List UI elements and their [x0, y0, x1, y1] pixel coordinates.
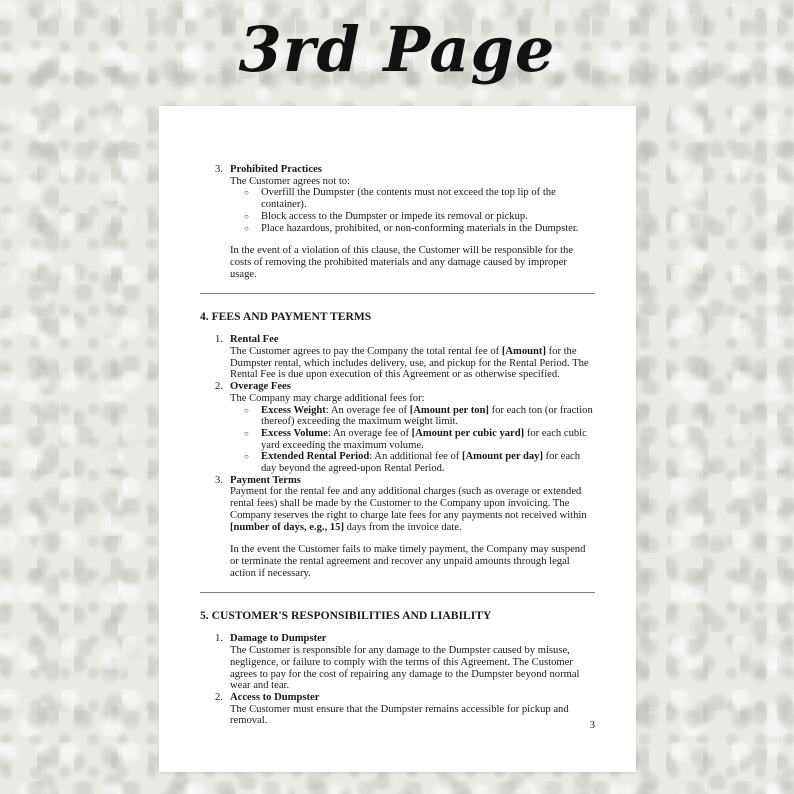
late-payment-note: In the event the Customer fails to make timely payment, the Company may suspend or terminate the rental agreement and recover any unpaid amounts through legal action if necessary.: [230, 544, 586, 579]
section-divider: [200, 592, 595, 593]
list-item-overage-fees: [200, 381, 595, 475]
item-text: The Customer must ensure that the Dumpster remains accessible for pickup and removal.: [230, 703, 569, 727]
item-title: Overage Fees: [230, 381, 291, 393]
section-heading: 5. CUSTOMER'S RESPONSIBILITIES AND LIABILITY: [200, 609, 492, 623]
item-number: 3.: [215, 164, 223, 175]
bullet-label: Excess Volume: [261, 427, 328, 439]
violation-note: In the event of a violation of this clause, the Customer will be responsible for the costs of removing the prohibited materials and any damage caused by improper usage.: [230, 245, 574, 280]
document-page: [159, 106, 636, 772]
bullet-text: : An overage fee of: [325, 404, 410, 416]
banner-title: 3rd Page: [238, 13, 556, 86]
list-item-payment-terms: [200, 475, 595, 534]
hollow-bullet-icon: ○: [244, 188, 249, 198]
placeholder-days: [number of days, e.g., 15]: [230, 521, 344, 533]
hollow-bullet-icon: ○: [244, 428, 249, 438]
placeholder-amount: [Amount per ton]: [409, 404, 489, 416]
list-item-rental-fee: [200, 334, 595, 381]
item-number: 1.: [215, 334, 223, 346]
item-text: The Customer is responsible for any damage to the Dumpster caused by misuse, negligence, or failure to comply with the terms of this Agreement. The Customer agrees to pay for the cost of repairing any damage to the Dumpster beyond normal wear and tear.: [230, 645, 580, 692]
item-title: Access to Dumpster: [230, 691, 320, 703]
bullet-label: Excess Weight: [261, 404, 326, 416]
item-title: Rental Fee: [230, 334, 279, 346]
item-text: Payment for the rental fee and any additional charges (such as overage or extended rental fees) shall be made by the Customer to the Company upon invoicing. The Company reserves the right to charge late fees for any payments not received within: [230, 486, 587, 521]
bullet-text: for each ton (or fraction thereof) exceeding the maximum weight limit.: [261, 404, 593, 428]
bullet-item: [230, 187, 595, 210]
item-number: 1.: [215, 633, 223, 645]
bullet-text: Overfill the Dumpster (the contents must not exceed the top lip of the container).: [261, 187, 556, 211]
item-intro: The Company may charge additional fees for:: [230, 392, 425, 404]
bullet-item: [230, 428, 595, 451]
bullet-text: : An overage fee of: [327, 427, 412, 439]
item-title: Payment Terms: [230, 474, 301, 486]
item-text: The Customer agrees to pay the Company the total rental fee of: [230, 346, 502, 358]
page-number: 3: [589, 720, 595, 731]
item-title: Damage to Dumpster: [230, 633, 327, 645]
item-title: Prohibited Practices: [230, 164, 322, 175]
bullet-label: Extended Rental Period: [261, 451, 370, 463]
section-heading: 4. FEES AND PAYMENT TERMS: [200, 310, 372, 324]
placeholder-amount: [Amount per cubic yard]: [411, 427, 525, 439]
bullet-text: Place hazardous, prohibited, or non-conforming materials in the Dumpster.: [261, 222, 579, 234]
bullet-text: for each day beyond the agreed-upon Rental Period.: [261, 451, 581, 475]
list-item-prohibited-practices: [200, 164, 595, 234]
bullet-text: Block access to the Dumpster or impede its removal or pickup.: [261, 210, 528, 222]
placeholder-amount: [Amount per day]: [461, 451, 543, 463]
hollow-bullet-icon: ○: [244, 452, 249, 462]
item-intro: The Customer agrees not to:: [230, 175, 351, 187]
bullet-text: : An additional fee of: [369, 451, 462, 463]
document-body: [200, 164, 595, 727]
list-item-access-to-dumpster: [200, 692, 595, 727]
hollow-bullet-icon: ○: [244, 405, 249, 415]
item-number: 3.: [215, 474, 223, 486]
placeholder-amount: [Amount]: [501, 346, 546, 358]
hollow-bullet-icon: ○: [244, 211, 249, 221]
item-number: 2.: [215, 691, 223, 703]
bullet-item: [230, 211, 595, 223]
bullet-item: [230, 451, 595, 474]
item-text: days from the invoice date.: [343, 521, 462, 533]
bullet-text: for each cubic yard exceeding the maximum volume.: [261, 427, 587, 451]
item-text: for the Dumpster rental, which includes delivery, use, and pickup for the Rental Period. The Rental Fee is due upon execution of this Agreement or as otherwise specified.: [230, 346, 589, 381]
bullet-item: [230, 405, 595, 428]
section-divider: [200, 293, 595, 294]
list-item-damage-to-dumpster: [200, 633, 595, 692]
bullet-item: [230, 223, 595, 235]
hollow-bullet-icon: ○: [244, 223, 249, 233]
item-number: 2.: [215, 381, 223, 393]
